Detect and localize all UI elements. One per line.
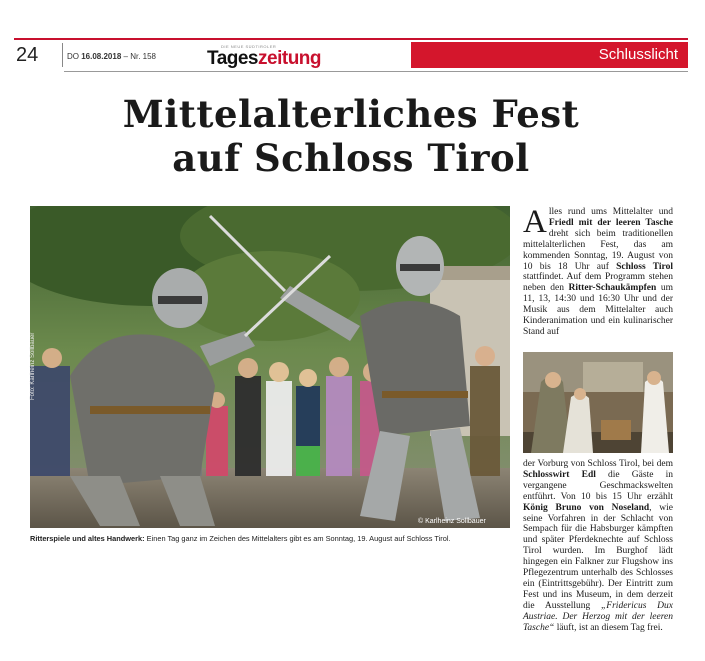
article-bold: Schloss Tirol (616, 261, 673, 272)
article-text: dreht sich beim traditionellen mittelalterlichen Fest, das am kommenden Sonntag, 19. August von 10 bis 18 Uhr auf (523, 228, 673, 272)
dateline (67, 52, 156, 61)
photo-credit-corner: © Karlheinz Sollbauer (418, 518, 486, 525)
main-photo-illustration (30, 206, 510, 528)
dateline-date: 16.08.2018 (81, 52, 122, 61)
page-header (14, 38, 688, 72)
article-text: die Gäste in vergangene Geschmackswelten entführt. Von 10 bis 15 Uhr erzählt (523, 469, 673, 502)
headline-line-1: Mittelalterliches Fest (122, 92, 580, 136)
article-text: um 11, 13, 14:30 und 16:30 Uhr und der Musik aus dem Mittelalter auch Kinderanimation und ein kulinarischer Stand auf (523, 283, 674, 337)
headline-line-2: auf Schloss Tirol (172, 136, 530, 180)
page-number: 24 (16, 44, 39, 66)
header-separator (62, 43, 63, 67)
article-bold: Ritter-Schaukämpfen (568, 283, 657, 294)
article-body-part-1 (523, 204, 674, 349)
caption-lead: Ritterspiele und altes Handwerk: (30, 534, 145, 543)
dateline-issue: – Nr. 158 (123, 52, 156, 61)
article-italic: „Fridericus Dux Austriae. Der Herzog mit der leeren Tasche“ (523, 600, 673, 633)
dateline-weekday: DO (67, 52, 79, 61)
article-text: läuft, ist an diesem Tag frei. (554, 622, 663, 633)
secondary-photo-medieval-women (523, 352, 673, 453)
article-bold: Friedl mit der leeren Tasche (548, 217, 673, 228)
secondary-photo-illustration (523, 352, 673, 453)
article-bold: König Bruno von Noseland (523, 502, 650, 513)
photo-caption (30, 534, 510, 544)
section-label: Schlusslicht (411, 42, 688, 68)
article-text: stattfindet. Auf dem Programm stehen neben den (523, 272, 673, 294)
article-text: lles rund ums Mittelalter und (548, 207, 673, 217)
newspaper-logo (207, 44, 327, 70)
logo-part-tages: Tages (207, 48, 259, 69)
drop-cap: A (523, 204, 547, 240)
logo-wordmark (207, 48, 321, 70)
article-headline (14, 92, 688, 180)
article-text: , wie seine Vorfahren in der Schlacht von Sempach für die Habsburger kämpften und später Pferdeknechte auf Schloss Tirol wurden. Im Burghof lädt hingegen ein Falkner zur Flugshow ins Pflegezentrum unterhalb des Schlosses ein (Eintrittsgebühr). Der Eintritt zum Fest und ins Museum, in dem derzeit die Ausstellung (523, 502, 674, 611)
photo-credit-vertical: Foto: Karlheinz Sollbauer (30, 332, 36, 400)
article-text: der Vorburg von Schloss Tirol, bei dem (523, 459, 673, 469)
main-photo-knights-fighting (30, 206, 510, 528)
logo-part-zeitung: zeitung (258, 48, 322, 69)
article-bold: Schlosswirt Edl (523, 469, 596, 480)
caption-text: Einen Tag ganz im Zeichen des Mittelalters gibt es am Sonntag, 19. August auf Schloss Tirol. (144, 534, 451, 543)
header-bottom-rule (64, 71, 688, 72)
header-top-rule (14, 38, 688, 40)
article-body-part-2 (523, 459, 673, 659)
logo-tagline: DIE NEUE SÜDTIROLER (221, 44, 277, 49)
